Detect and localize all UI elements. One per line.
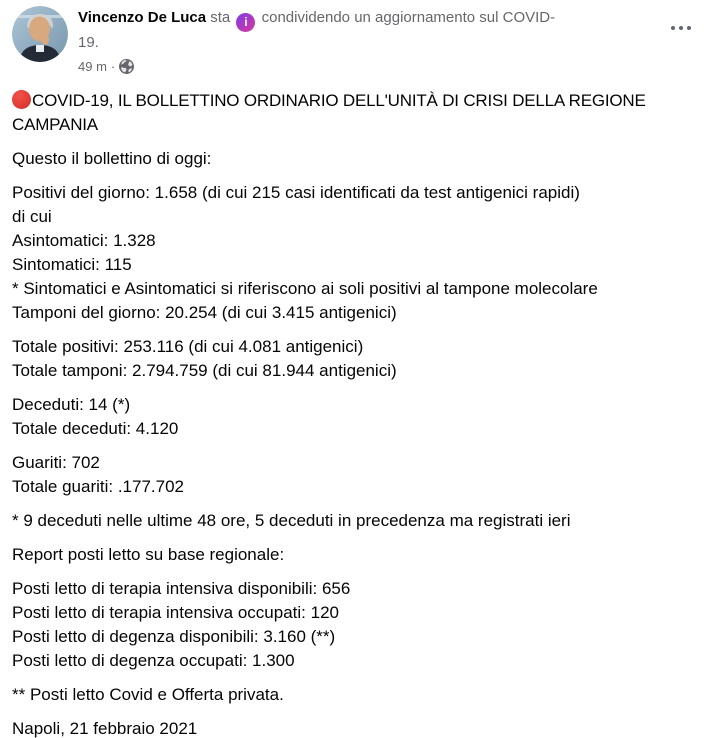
text-line: * 9 deceduti nelle ultime 48 ore, 5 deceduti in precedenza ma registrati ieri — [12, 510, 571, 530]
ellipsis-icon — [687, 26, 691, 30]
post-content — [0, 75, 715, 738]
dot-separator: · — [110, 58, 116, 74]
ellipsis-icon — [671, 26, 675, 30]
red-circle-emoji — [12, 90, 31, 109]
paragraph-beds-note — [12, 683, 705, 707]
text-line: Posti letto di terapia intensiva occupati: 120 — [12, 602, 339, 622]
text-line: Totale positivi: 253.116 (di cui 4.081 antigenici) — [12, 336, 364, 356]
author-name[interactable]: Vincenzo De Luca — [78, 9, 207, 26]
text-line: Sintomatici: 115 — [12, 254, 132, 274]
text-line: Totale tamponi: 2.794.759 (di cui 81.944 antigenici) — [12, 360, 397, 380]
more-options-button[interactable] — [667, 22, 695, 34]
text-line: Tamponi del giorno: 20.254 (di cui 3.415 antigenici) — [12, 302, 397, 322]
paragraph-daily-positives — [12, 181, 705, 325]
activity-text-line2: 19. — [78, 33, 99, 51]
paragraph-beds — [12, 577, 705, 673]
post-header — [0, 0, 715, 75]
text-line: Positivi del giorno: 1.658 (di cui 215 casi identificati da test antigenici rapidi) — [12, 182, 580, 202]
text-line: Guariti: 702 — [12, 452, 100, 472]
paragraph-deaths-note — [12, 509, 705, 533]
text-line: Totale deceduti: 4.120 — [12, 418, 179, 438]
text-line: Asintomatici: 1.328 — [12, 230, 156, 250]
text-line: Posti letto di degenza disponibili: 3.160 (**) — [12, 626, 336, 646]
headline-text: COVID-19, IL BOLLETTINO ORDINARIO DELL'UNITÀ DI CRISI DELLA REGIONE CAMPANIA — [12, 90, 646, 134]
header-info — [78, 6, 555, 75]
paragraph-deaths — [12, 393, 705, 441]
info-glyph: i — [244, 15, 248, 29]
post-byline — [78, 7, 555, 54]
text-line: Report posti letto su base regionale: — [12, 544, 285, 564]
paragraph-totals — [12, 335, 705, 383]
text-line: ** Posti letto Covid e Offerta privata. — [12, 684, 284, 704]
globe-icon — [119, 59, 134, 74]
avatar[interactable] — [12, 6, 68, 62]
text-line: Questo il bollettino di oggi: — [12, 148, 212, 168]
text-line: di cui — [12, 206, 52, 226]
ellipsis-icon — [679, 26, 683, 30]
timestamp-row — [78, 59, 555, 75]
activity-text-line1: condividendo un aggiornamento sul COVID- — [261, 9, 556, 26]
text-line: Napoli, 21 febbraio 2021 — [12, 718, 198, 738]
activity-prefix: sta — [210, 9, 231, 26]
info-icon[interactable] — [236, 13, 255, 32]
paragraph-signature — [12, 717, 705, 738]
post-headline — [12, 89, 705, 137]
text-line: * Sintomatici e Asintomatici si riferiscono ai soli positivi al tampone molecolare — [12, 278, 598, 298]
text-line: Posti letto di degenza occupati: 1.300 — [12, 650, 295, 670]
text-line: Deceduti: 14 (*) — [12, 394, 131, 414]
profile-photo — [12, 6, 68, 62]
timestamp[interactable]: 49 m — [78, 58, 107, 74]
text-line: Posti letto di terapia intensiva disponibili: 656 — [12, 578, 351, 598]
text-line: Totale guariti: .177.702 — [12, 476, 185, 496]
paragraph-beds-title — [12, 543, 705, 567]
paragraph-recovered — [12, 451, 705, 499]
paragraph-intro — [12, 147, 705, 171]
